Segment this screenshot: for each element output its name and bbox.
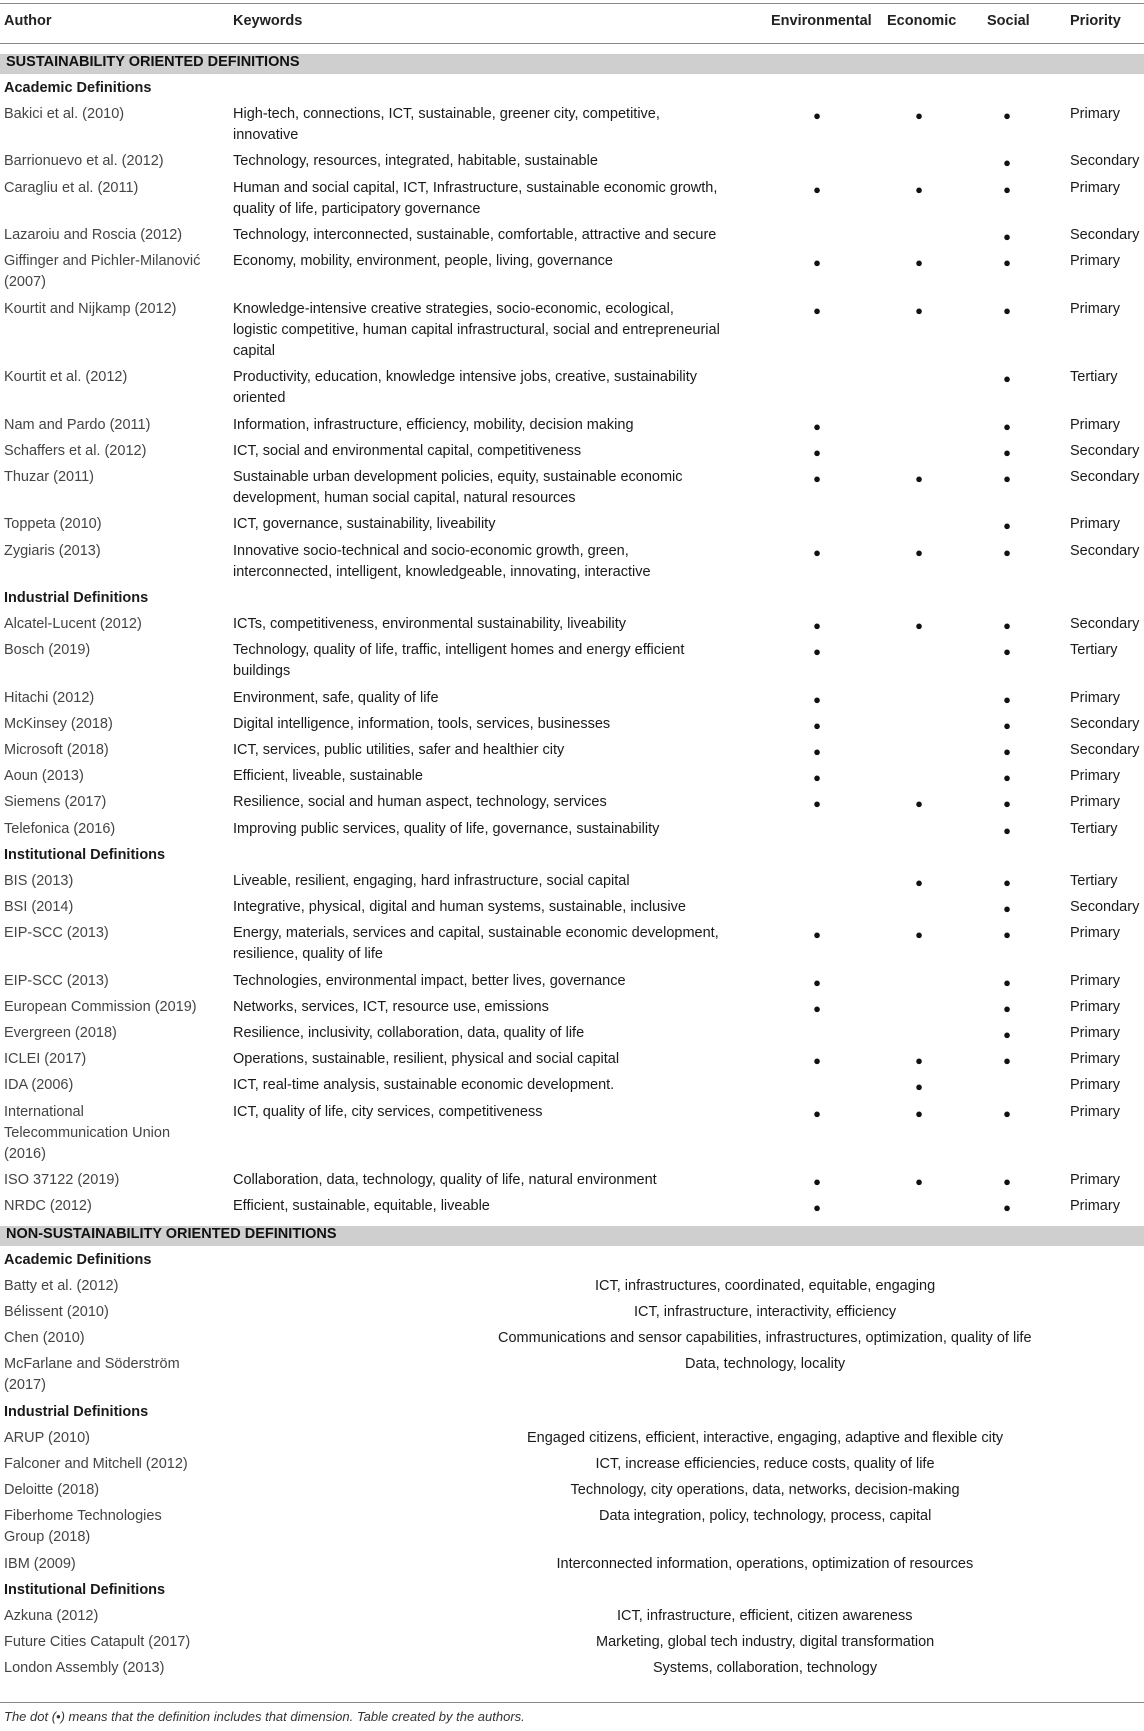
- social-dot: ●: [1003, 1053, 1011, 1069]
- keywords-cell: ICTs, competitiveness, environmental sustainability, liveability: [233, 616, 627, 632]
- environmental-dot: ●: [813, 691, 821, 707]
- economic-dot: ●: [915, 1174, 923, 1190]
- economic-dot: ●: [915, 471, 923, 486]
- keywords-cell: innovative: [233, 127, 299, 144]
- social-dot: ●: [1003, 471, 1011, 486]
- priority-cell: Primary: [1070, 416, 1120, 433]
- author-cell: Deloitte (2018): [4, 1482, 100, 1498]
- environmental-dot: ●: [813, 418, 821, 434]
- priority-cell: Secondary: [1070, 153, 1140, 170]
- keywords-cell: interconnected, intelligent, knowledgeable, innovating, interactive: [233, 563, 651, 580]
- author-cell: ISO 37122 (2019): [4, 1172, 120, 1189]
- priority-cell: Secondary: [1070, 442, 1140, 459]
- economic-dot: ●: [915, 618, 923, 633]
- section-title: SUSTAINABILITY ORIENTED DEFINITIONS: [6, 54, 300, 70]
- economic-dot: ●: [915, 181, 923, 197]
- keywords-cell: Technology, interconnected, sustainable, comfortable, attractive and secure: [233, 227, 717, 243]
- keywords-cell: Interconnected information, operations, optimization of resources: [556, 1555, 974, 1572]
- keywords-cell: logistic competitive, human capital infrastructural, social and entrepreneurial: [233, 321, 720, 338]
- priority-cell: Primary: [1070, 179, 1120, 196]
- economic-dot: ●: [915, 1105, 923, 1121]
- social-dot: ●: [1003, 302, 1011, 318]
- keywords-cell: Innovative socio-technical and socio-economic growth, green,: [233, 542, 629, 559]
- social-dot: ●: [1003, 717, 1011, 733]
- keywords-cell: ICT, infrastructure, interactivity, efficiency: [634, 1303, 897, 1320]
- keywords-cell: ICT, infrastructure, efficient, citizen awareness: [617, 1607, 913, 1624]
- priority-cell: Tertiary: [1070, 820, 1118, 837]
- keywords-cell: ICT, infrastructures, coordinated, equitable, engaging: [595, 1277, 936, 1294]
- keywords-cell: Marketing, global tech industry, digital transformation: [596, 1634, 935, 1650]
- header-rule: [0, 43, 1144, 44]
- priority-cell: Primary: [1070, 794, 1120, 811]
- social-dot: ●: [1003, 444, 1011, 460]
- social-dot: ●: [1003, 1105, 1011, 1121]
- author-cell: Future Cities Catapult (2017): [4, 1634, 191, 1650]
- priority-cell: Secondary: [1070, 542, 1140, 559]
- author-cell: IDA (2006): [4, 1077, 74, 1094]
- subsection-title: Industrial Definitions: [4, 590, 149, 606]
- keywords-cell: Improving public services, quality of life, governance, sustainability: [233, 820, 660, 837]
- keywords-cell: Knowledge-intensive creative strategies, socio-economic, ecological,: [233, 300, 674, 317]
- keywords-cell: Resilience, inclusivity, collaboration, data, quality of life: [233, 1025, 585, 1041]
- social-dot: ●: [1003, 644, 1011, 660]
- keywords-cell: Environment, safe, quality of life: [233, 689, 439, 706]
- author-cell: Alcatel-Lucent (2012): [4, 616, 142, 632]
- social-dot: ●: [1003, 618, 1011, 633]
- priority-cell: Primary: [1070, 1198, 1120, 1215]
- author-cell: Caragliu et al. (2011): [4, 179, 139, 196]
- author-cell: EIP-SCC (2013): [4, 972, 109, 989]
- social-dot: ●: [1003, 518, 1011, 534]
- author-cell: (2017): [4, 1377, 46, 1394]
- header-author: Author: [4, 13, 52, 29]
- social-dot: ●: [1003, 901, 1011, 916]
- priority-cell: Secondary: [1070, 227, 1140, 243]
- keywords-cell: development, human social capital, natural resources: [233, 490, 576, 507]
- author-cell: Azkuna (2012): [4, 1607, 99, 1624]
- social-dot: ●: [1003, 1174, 1011, 1190]
- economic-dot: ●: [915, 108, 923, 123]
- author-cell: Hitachi (2012): [4, 689, 95, 706]
- author-cell: Nam and Pardo (2011): [4, 416, 151, 433]
- footnote: The dot (•) means that the definition includes that dimension. Table created by the authors.: [4, 1709, 525, 1724]
- priority-cell: Primary: [1070, 768, 1120, 785]
- subsection-title: Academic Definitions: [4, 80, 152, 96]
- author-cell: Batty et al. (2012): [4, 1277, 119, 1294]
- social-dot: ●: [1003, 1000, 1011, 1016]
- economic-dot: ●: [915, 874, 923, 890]
- keywords-cell: Engaged citizens, efficient, interactive, engaging, adaptive and flexible city: [527, 1429, 1004, 1446]
- economic-dot: ●: [915, 302, 923, 318]
- keywords-cell: Human and social capital, ICT, Infrastructure, sustainable economic growth,: [233, 179, 718, 196]
- priority-cell: Primary: [1070, 925, 1120, 942]
- priority-cell: Tertiary: [1070, 642, 1118, 659]
- author-cell: Chen (2010): [4, 1330, 85, 1346]
- author-cell: (2016): [4, 1146, 46, 1162]
- keywords-cell: Technologies, environmental impact, better lives, governance: [233, 972, 626, 989]
- priority-cell: Primary: [1070, 1172, 1120, 1189]
- priority-cell: Primary: [1070, 1051, 1120, 1068]
- environmental-dot: ●: [813, 255, 821, 271]
- subsection-title: Institutional Definitions: [4, 1581, 166, 1598]
- keywords-cell: ICT, real-time analysis, sustainable economic development.: [233, 1077, 615, 1094]
- economic-dot: ●: [915, 544, 923, 560]
- author-cell: Lazaroiu and Roscia (2012): [4, 227, 183, 243]
- keywords-cell: Collaboration, data, technology, quality of life, natural environment: [233, 1172, 657, 1189]
- environmental-dot: ●: [813, 1174, 821, 1190]
- social-dot: ●: [1003, 181, 1011, 197]
- author-cell: BIS (2013): [4, 872, 74, 889]
- priority-cell: Primary: [1070, 998, 1120, 1015]
- environmental-dot: ●: [813, 717, 821, 733]
- header-priority: Priority: [1070, 13, 1121, 29]
- author-cell: Schaffers et al. (2012): [4, 442, 147, 459]
- environmental-dot: ●: [813, 181, 821, 197]
- environmental-dot: ●: [813, 1000, 821, 1016]
- author-cell: (2007): [4, 274, 46, 291]
- author-cell: Zygiaris (2013): [4, 542, 101, 559]
- author-cell: International: [4, 1103, 84, 1120]
- header-economic: Economic: [887, 13, 957, 29]
- economic-dot: ●: [915, 1079, 923, 1095]
- priority-cell: Primary: [1070, 689, 1120, 706]
- author-cell: NRDC (2012): [4, 1198, 92, 1215]
- keywords-cell: ICT, increase efficiencies, reduce costs, quality of life: [595, 1455, 935, 1472]
- header-social: Social: [987, 13, 1030, 29]
- priority-cell: Secondary: [1070, 616, 1140, 632]
- keywords-cell: Productivity, education, knowledge intensive jobs, creative, sustainability: [233, 369, 697, 386]
- priority-cell: Secondary: [1070, 715, 1140, 732]
- social-dot: ●: [1003, 691, 1011, 707]
- header-keywords: Keywords: [233, 13, 303, 29]
- social-dot: ●: [1003, 418, 1011, 434]
- social-dot: ●: [1003, 155, 1011, 171]
- keywords-cell: ICT, quality of life, city services, competitiveness: [233, 1103, 543, 1120]
- keywords-cell: Sustainable urban development policies, equity, sustainable economic: [233, 469, 683, 485]
- environmental-dot: ●: [813, 618, 821, 633]
- social-dot: ●: [1003, 974, 1011, 990]
- keywords-cell: High-tech, connections, ICT, sustainable, greener city, competitive,: [233, 106, 660, 122]
- environmental-dot: ●: [813, 444, 821, 460]
- priority-cell: Primary: [1070, 106, 1120, 122]
- author-cell: Toppeta (2010): [4, 516, 102, 533]
- social-dot: ●: [1003, 229, 1011, 244]
- economic-dot: ●: [915, 927, 923, 943]
- environmental-dot: ●: [813, 1053, 821, 1069]
- priority-cell: Tertiary: [1070, 369, 1118, 386]
- priority-cell: Secondary: [1070, 742, 1140, 758]
- keywords-cell: Systems, collaboration, technology: [653, 1660, 878, 1677]
- author-cell: Barrionuevo et al. (2012): [4, 153, 164, 170]
- header-environmental: Environmental: [771, 13, 872, 29]
- subsection-title: Academic Definitions: [4, 1251, 152, 1268]
- author-cell: Bélissent (2010): [4, 1303, 109, 1320]
- author-cell: McKinsey (2018): [4, 715, 113, 732]
- priority-cell: Primary: [1070, 1077, 1120, 1094]
- environmental-dot: ●: [813, 302, 821, 318]
- author-cell: ARUP (2010): [4, 1429, 90, 1446]
- keywords-cell: Information, infrastructure, efficiency, mobility, decision making: [233, 416, 634, 433]
- keywords-cell: ICT, social and environmental capital, competitiveness: [233, 442, 582, 459]
- keywords-cell: ICT, services, public utilities, safer and healthier city: [233, 742, 565, 758]
- keywords-cell: Technology, resources, integrated, habitable, sustainable: [233, 153, 598, 170]
- economic-dot: ●: [915, 796, 923, 812]
- author-cell: Giffinger and Pichler-Milanović: [4, 253, 201, 270]
- environmental-dot: ●: [813, 644, 821, 660]
- environmental-dot: ●: [813, 544, 821, 560]
- priority-cell: Primary: [1070, 1025, 1120, 1041]
- keywords-cell: resilience, quality of life: [233, 946, 383, 963]
- author-cell: European Commission (2019): [4, 998, 197, 1015]
- author-cell: McFarlane and Söderström: [4, 1356, 180, 1373]
- priority-cell: Primary: [1070, 253, 1120, 270]
- economic-dot: ●: [915, 1053, 923, 1069]
- keywords-cell: Energy, materials, services and capital, sustainable economic development,: [233, 925, 719, 942]
- author-cell: Siemens (2017): [4, 794, 107, 811]
- author-cell: Kourtit et al. (2012): [4, 369, 128, 386]
- priority-cell: Primary: [1070, 972, 1120, 989]
- keywords-cell: Operations, sustainable, resilient, physical and social capital: [233, 1051, 620, 1068]
- author-cell: EIP-SCC (2013): [4, 925, 109, 942]
- keywords-cell: Resilience, social and human aspect, technology, services: [233, 794, 607, 811]
- author-cell: Aoun (2013): [4, 768, 84, 785]
- keywords-cell: Liveable, resilient, engaging, hard infrastructure, social capital: [233, 872, 630, 889]
- subsection-title: Institutional Definitions: [4, 846, 166, 863]
- section-title: NON-SUSTAINABILITY ORIENTED DEFINITIONS: [6, 1225, 337, 1242]
- environmental-dot: ●: [813, 770, 821, 786]
- author-cell: Telecommunication Union: [4, 1124, 171, 1141]
- top-rule: [0, 3, 1144, 4]
- economic-dot: ●: [915, 255, 923, 271]
- environmental-dot: ●: [813, 1200, 821, 1216]
- author-cell: Group (2018): [4, 1529, 91, 1546]
- priority-cell: Tertiary: [1070, 872, 1118, 889]
- author-cell: Bakici et al. (2010): [4, 106, 125, 122]
- environmental-dot: ●: [813, 744, 821, 759]
- author-cell: ICLEI (2017): [4, 1051, 87, 1068]
- author-cell: Microsoft (2018): [4, 742, 109, 758]
- environmental-dot: ●: [813, 974, 821, 990]
- author-cell: Evergreen (2018): [4, 1025, 117, 1041]
- social-dot: ●: [1003, 770, 1011, 786]
- keywords-cell: oriented: [233, 390, 286, 407]
- social-dot: ●: [1003, 744, 1011, 759]
- keywords-cell: Technology, city operations, data, networks, decision-making: [570, 1482, 960, 1498]
- keywords-cell: Data integration, policy, technology, process, capital: [599, 1508, 932, 1525]
- author-cell: Telefonica (2016): [4, 820, 116, 837]
- keywords-cell: capital: [233, 343, 275, 359]
- keywords-cell: Communications and sensor capabilities, infrastructures, optimization, quality of life: [498, 1330, 1032, 1346]
- environmental-dot: ●: [813, 1105, 821, 1121]
- environmental-dot: ●: [813, 927, 821, 943]
- keywords-cell: Digital intelligence, information, tools, services, businesses: [233, 715, 611, 732]
- subsection-title: Industrial Definitions: [4, 1403, 149, 1420]
- author-cell: IBM (2009): [4, 1555, 76, 1572]
- environmental-dot: ●: [813, 471, 821, 486]
- environmental-dot: ●: [813, 108, 821, 123]
- author-cell: Falconer and Mitchell (2012): [4, 1455, 188, 1472]
- social-dot: ●: [1003, 1027, 1011, 1042]
- priority-cell: Primary: [1070, 516, 1120, 533]
- keywords-cell: Efficient, liveable, sustainable: [233, 768, 423, 785]
- author-cell: Bosch (2019): [4, 642, 91, 659]
- social-dot: ●: [1003, 874, 1011, 890]
- priority-cell: Primary: [1070, 1103, 1120, 1120]
- priority-cell: Secondary: [1070, 899, 1140, 915]
- author-cell: London Assembly (2013): [4, 1660, 165, 1677]
- social-dot: ●: [1003, 371, 1011, 387]
- keywords-cell: Economy, mobility, environment, people, living, governance: [233, 253, 613, 270]
- keywords-cell: Integrative, physical, digital and human systems, sustainable, inclusive: [233, 899, 686, 915]
- keywords-cell: quality of life, participatory governance: [233, 200, 481, 217]
- priority-cell: Secondary: [1070, 469, 1140, 485]
- social-dot: ●: [1003, 796, 1011, 812]
- keywords-cell: Efficient, sustainable, equitable, liveable: [233, 1198, 490, 1215]
- social-dot: ●: [1003, 255, 1011, 271]
- bottom-rule: [0, 1702, 1144, 1703]
- social-dot: ●: [1003, 927, 1011, 943]
- social-dot: ●: [1003, 108, 1011, 123]
- keywords-cell: ICT, governance, sustainability, liveability: [233, 516, 496, 533]
- social-dot: ●: [1003, 544, 1011, 560]
- author-cell: Kourtit and Nijkamp (2012): [4, 300, 177, 317]
- author-cell: Fiberhome Technologies: [4, 1508, 162, 1525]
- environmental-dot: ●: [813, 796, 821, 812]
- priority-cell: Primary: [1070, 300, 1120, 317]
- keywords-cell: Technology, quality of life, traffic, intelligent homes and energy efficient: [233, 642, 685, 659]
- keywords-cell: Networks, services, ICT, resource use, emissions: [233, 998, 549, 1015]
- keywords-cell: buildings: [233, 663, 291, 680]
- keywords-cell: Data, technology, locality: [685, 1356, 846, 1373]
- social-dot: ●: [1003, 822, 1011, 838]
- author-cell: BSI (2014): [4, 899, 74, 915]
- social-dot: ●: [1003, 1200, 1011, 1216]
- author-cell: Thuzar (2011): [4, 469, 94, 485]
